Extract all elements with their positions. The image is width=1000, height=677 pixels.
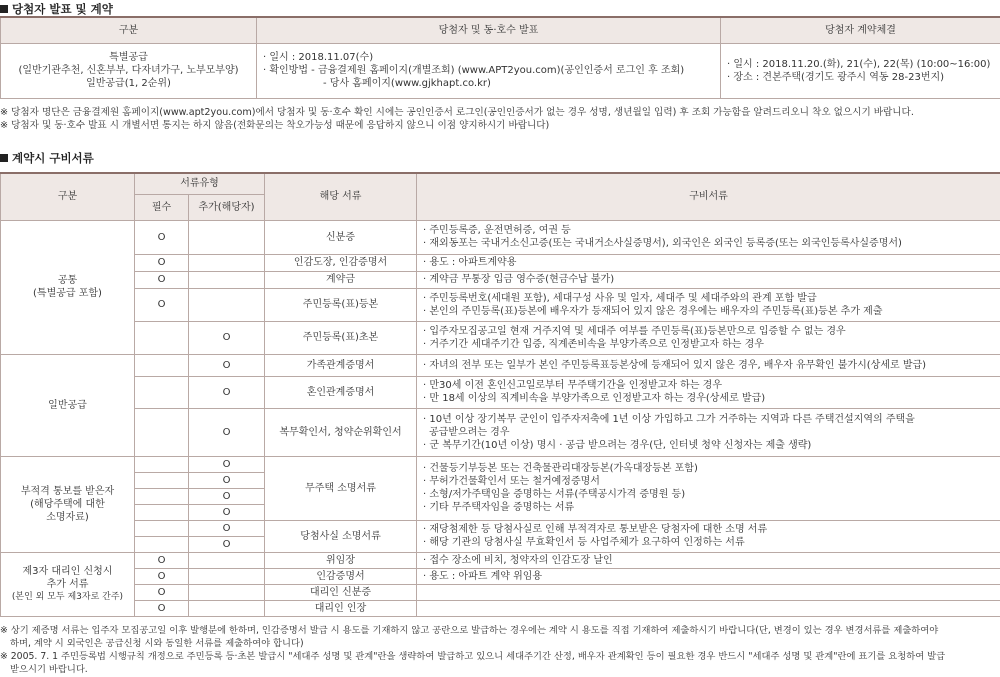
doc-deposit: 계약금 [265,271,417,288]
group-proxy: 제3자 대리인 신청시 추가 서류 (본인 외 모두 제3자로 간주) [1,552,135,616]
additional-mark: O [189,376,265,408]
additional-mark: O [189,504,265,520]
detail-service-confirmation: · 10년 이상 장기복무 군인이 입주자저축에 1년 이상 가입하고 그가 거주하는 지역과 다른 주택건설지역의 주택을 공급받으려는 경우 · 군 복무기간(10년 이상) 명시 · 공급 받으려는 경우(단, 인터넷 청약 신청자는 제출 생략) [417,408,1000,456]
doc-seal-certificate-proxy: 인감증명서 [265,568,417,584]
doc-winning-proof: 당첨사실 소명서류 [265,520,417,552]
announcement-cell: · 일시 : 2018.11.07(수) · 확인방법 - 금융결제원 홈페이지(개별조회) (www.APT2you.com)(공인인증서 로그인 후 조회) - 당사 홈페이지(www.gjkhapt.co.kr) [257,43,721,98]
doc-marriage-relation: 혼인관계증명서 [265,376,417,408]
header-required: 필수 [135,194,189,220]
required-mark: O [135,288,189,321]
required-mark: O [135,584,189,600]
additional-mark: O [189,354,265,376]
group-general: 일반공급 [1,354,135,456]
detail-resident-abstract: · 입주자모집공고일 현재 거주지역 및 세대주 여부를 주민등록(표)등본만으로 입증할 수 없는 경우 · 거주기간 세대주기간 입증, 직계존비속을 부양가족으로 인정받고자 하는 경우 [417,321,1000,354]
additional-mark: O [189,520,265,536]
detail-marriage-relation: · 만30세 이전 혼인신고일로부터 무주택기간을 인정받고자 하는 경우 · 만 18세 이상의 직계비속을 부양가족으로 인정받고자 하는 경우(상세로 발급) [417,376,1000,408]
doc-proxy-seal: 대리인 인장 [265,600,417,616]
detail-power-of-attorney: · 접수 장소에 비치, 청약자의 인감도장 날인 [417,552,1000,568]
additional-mark: O [189,456,265,472]
section2-notes: ※ 상기 제증명 서류는 입주자 모집공고일 이후 발행분에 한하며, 인감증명서 발급 시 용도를 기재하지 않고 공란으로 발급하는 경우에는 계약 시 용도를 직접 기재하여 제출하시기 바랍니다(단, 변경이 있는 경우 변경서류를 제출하여야 하며, 계약 시 외국인은 공급신청 시와 동일한 서류를 제출하여야 합니다) ※ 2005. 7. 1 주민등록법 시행규칙 개정으로 주민등록 등·초본 발급시 "세대주 성명 및 관계"란을 생략하여 발급하고 있으니 세대주기간 산정, 배우자 관계확인 등이 필요한 경우 반드시 "세대주 성명 및 관계"란에 표기를 요청하여 발급 받으시기 바랍니다. [0,625,946,675]
detail-seal-certificate-proxy: · 용도 : 아파트 계약 위임용 [417,568,1000,584]
required-mark: O [135,271,189,288]
required-mark: O [135,552,189,568]
doc-id-card: 신분증 [265,220,417,254]
header-category: 구분 [1,173,135,220]
announcement-table [0,16,1000,99]
detail-no-house: · 건물등기부등본 또는 건축물관리대장등본(가옥대장등본 포함) · 무허가건물확인서 또는 철거예정증명서 · 소형/저가주택임을 증명하는 서류(주택공시가격 증명원 등) · 기타 무주택자임을 증명하는 서류 [417,456,1000,520]
header-document: 해당 서류 [265,173,417,220]
bullet-square-icon [0,154,8,162]
additional-mark: O [189,472,265,488]
detail-resident-copy: · 주민등록번호(세대원 포함), 세대구성 사유 및 일자, 세대주 및 세대주와의 관계 포함 발급 · 본인의 주민등록(표)등본에 배우자가 등재되어 있지 않은 경우에는 배우자의 주민등록(표)등본 추가 제출 [417,288,1000,321]
doc-no-house: 무주택 소명서류 [265,456,417,520]
contract-cell: · 일시 : 2018.11.20.(화), 21(수), 22(목) (10:00~16:00) · 장소 : 견본주택(경기도 광주시 역동 28-23번지) [721,43,1000,98]
required-mark: O [135,600,189,616]
supply-type-cell: 특별공급 (일반기관추천, 신혼부부, 다자녀가구, 노부모부양) 일반공급(1, 2순위) [1,43,257,98]
documents-table [0,172,1000,617]
doc-power-of-attorney: 위임장 [265,552,417,568]
doc-resident-abstract: 주민등록(표)초본 [265,321,417,354]
header-announcement: 당첨자 및 동·호수 발표 [257,17,721,43]
required-mark: O [135,568,189,584]
detail-deposit: · 계약금 무통장 입금 영수증(현금수납 불가) [417,271,1000,288]
required-mark: O [135,254,189,271]
header-doc-type: 서류유형 [135,173,265,194]
section1-notes: ※ 당첨자 명단은 금융결제원 홈페이지(www.apt2you.com)에서 당첨자 및 동·호수 확인 시에는 공인인증서 로그인(공인인증서가 없는 경우 성명, 생년월일 입력) 후 조회 가능함을 알려드리오니 착오 없으시기 바랍니다. ※ 당첨자 및 동·호수 발표 시 개별서면 통지는 하지 않음(전화문의는 착오가능성 때문에 응답하지 않으니 이점 양지하시기 바랍니다) [0,107,914,131]
header-detail: 구비서류 [417,173,1000,220]
detail-winning-proof: · 재당첨제한 등 당첨사실로 인해 부적격자로 통보받은 당첨자에 대한 소명 서류 · 해당 기관의 당첨사실 무효확인서 등 사업주체가 요구하여 인정하는 서류 [417,520,1000,552]
header-category: 구분 [1,17,257,43]
detail-family-relation: · 자녀의 전부 또는 일부가 본인 주민등록표등본상에 등재되어 있지 않은 경우, 배우자 유무확인 불가시(상세로 발급) [417,354,1000,376]
header-additional: 추가(해당자) [189,194,265,220]
doc-seal-certificate: 인감도장, 인감증명서 [265,254,417,271]
doc-proxy-id: 대리인 신분증 [265,584,417,600]
detail-seal-certificate: · 용도 : 아파트계약용 [417,254,1000,271]
additional-mark: O [189,488,265,504]
additional-mark: O [189,408,265,456]
header-contract: 당첨자 계약체결 [721,17,1000,43]
required-mark: O [135,220,189,254]
section1-title: 당첨자 발표 및 계약 [0,1,113,17]
additional-mark: O [189,536,265,552]
bullet-square-icon [0,5,8,13]
section2-title: 계약시 구비서류 [0,150,94,166]
doc-service-confirmation: 복무확인서, 청약순위확인서 [265,408,417,456]
detail-id-card: · 주민등록증, 운전면허증, 여권 등 · 재외동포는 국내거소신고증(또는 국내거소사실증명서), 외국인은 외국인 등록증(또는 외국인등록사실증명서) [417,220,1000,254]
additional-mark: O [189,321,265,354]
doc-family-relation: 가족관계증명서 [265,354,417,376]
doc-resident-copy: 주민등록(표)등본 [265,288,417,321]
group-unfit: 부적격 통보를 받은자 (해당주택에 대한 소명자료) [1,456,135,552]
group-common: 공통 (특별공급 포함) [1,220,135,354]
